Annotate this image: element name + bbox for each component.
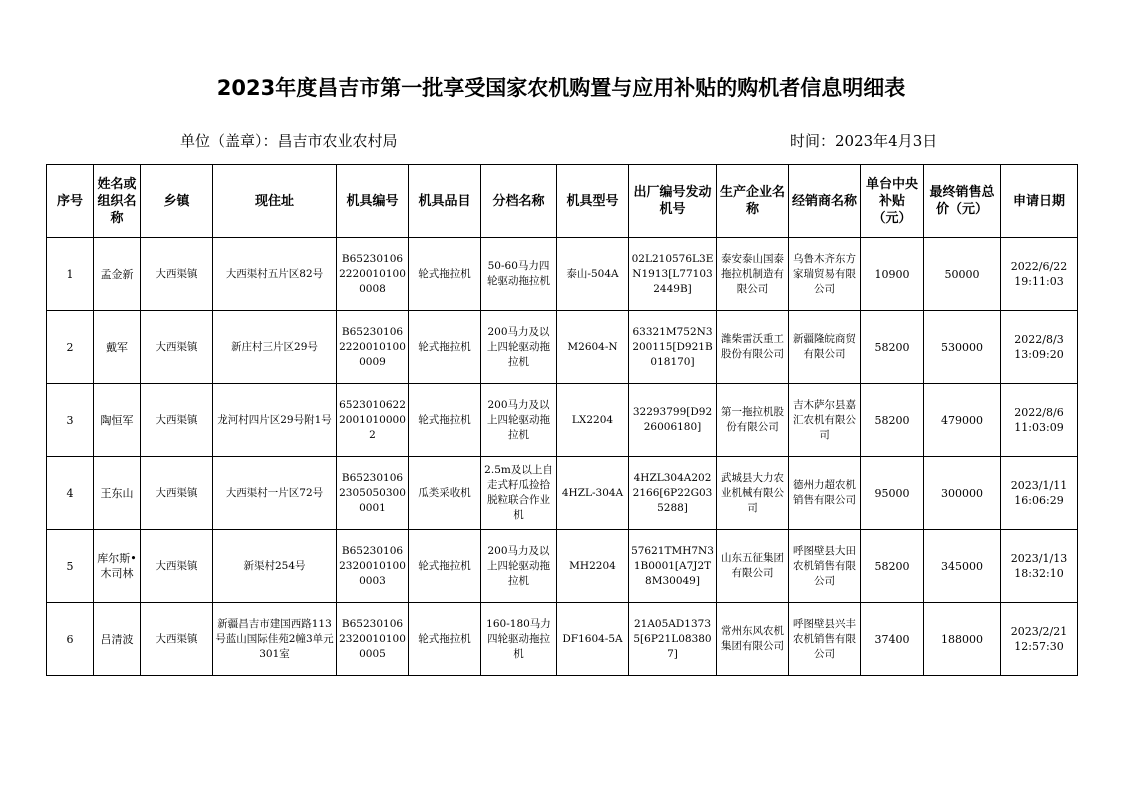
header-model: 机具型号 <box>557 165 629 238</box>
header-dealer: 经销商名称 <box>789 165 861 238</box>
cell-price: 300000 <box>924 457 1001 530</box>
header-apply-date: 申请日期 <box>1001 165 1078 238</box>
cell-subsidy: 58200 <box>861 530 924 603</box>
header-price: 最终销售总价（元） <box>924 165 1001 238</box>
cell-name: 库尔斯•木司林 <box>94 530 141 603</box>
cell-name: 孟金新 <box>94 238 141 311</box>
cell-apply-date: 2022/8/6 11:03:09 <box>1001 384 1078 457</box>
cell-price: 188000 <box>924 603 1001 676</box>
cell-model: M2604-N <box>557 311 629 384</box>
cell-name: 吕清波 <box>94 603 141 676</box>
cell-no: 4 <box>47 457 94 530</box>
cell-category: 轮式拖拉机 <box>409 311 481 384</box>
cell-no: 6 <box>47 603 94 676</box>
cell-dealer: 新疆隆皖商贸有限公司 <box>789 311 861 384</box>
cell-factory-no: 02L210576L3EN1913[L771032449B] <box>629 238 717 311</box>
cell-town: 大西渠镇 <box>141 603 213 676</box>
header-category: 机具品目 <box>409 165 481 238</box>
cell-model: LX2204 <box>557 384 629 457</box>
cell-grade: 160-180马力四轮驱动拖拉机 <box>481 603 557 676</box>
cell-subsidy: 58200 <box>861 384 924 457</box>
cell-apply-date: 2023/1/13 18:32:10 <box>1001 530 1078 603</box>
cell-model: 泰山-504A <box>557 238 629 311</box>
header-no: 序号 <box>47 165 94 238</box>
cell-machine-no: B6523010623200101000005 <box>337 603 409 676</box>
cell-apply-date: 2022/6/22 19:11:03 <box>1001 238 1078 311</box>
cell-name: 戴军 <box>94 311 141 384</box>
cell-address: 大西渠村一片区72号 <box>213 457 337 530</box>
table-row <box>47 530 1078 603</box>
table-row <box>47 238 1078 311</box>
cell-machine-no: B6523010622200101000008 <box>337 238 409 311</box>
header-name: 姓名或组织名称 <box>94 165 141 238</box>
cell-model: MH2204 <box>557 530 629 603</box>
cell-no: 3 <box>47 384 94 457</box>
cell-maker: 武城县大力农业机械有限公司 <box>717 457 789 530</box>
cell-maker: 常州东风农机集团有限公司 <box>717 603 789 676</box>
cell-subsidy: 37400 <box>861 603 924 676</box>
header-machine-no: 机具编号 <box>337 165 409 238</box>
cell-dealer: 乌鲁木齐东方家瑞贸易有限公司 <box>789 238 861 311</box>
cell-dealer: 吉木萨尔县嘉汇农机有限公司 <box>789 384 861 457</box>
cell-grade: 2.5m及以上自走式籽瓜捡拾脱粒联合作业机 <box>481 457 557 530</box>
cell-factory-no: 32293799[D9226006180] <box>629 384 717 457</box>
header-maker: 生产企业名称 <box>717 165 789 238</box>
cell-name: 陶恒军 <box>94 384 141 457</box>
subsidy-table <box>46 164 1078 676</box>
cell-grade: 200马力及以上四轮驱动拖拉机 <box>481 530 557 603</box>
header-factory-no: 出厂编号发动机号 <box>629 165 717 238</box>
cell-price: 50000 <box>924 238 1001 311</box>
cell-factory-no: 57621TMH7N31B0001[A7J2T8M30049] <box>629 530 717 603</box>
unit-label: 单位（盖章）：昌吉市农业农村局 <box>180 132 398 150</box>
cell-price: 345000 <box>924 530 1001 603</box>
cell-name: 王东山 <box>94 457 141 530</box>
cell-category: 瓜类采收机 <box>409 457 481 530</box>
cell-machine-no: 652301062220010100002 <box>337 384 409 457</box>
cell-category: 轮式拖拉机 <box>409 530 481 603</box>
cell-grade: 200马力及以上四轮驱动拖拉机 <box>481 384 557 457</box>
date-label: 时间：2023年4月3日 <box>790 132 938 150</box>
table-row <box>47 311 1078 384</box>
cell-address: 新渠村254号 <box>213 530 337 603</box>
header-town: 乡镇 <box>141 165 213 238</box>
table-row <box>47 603 1078 676</box>
cell-no: 5 <box>47 530 94 603</box>
cell-subsidy: 10900 <box>861 238 924 311</box>
cell-town: 大西渠镇 <box>141 530 213 603</box>
header-address: 现住址 <box>213 165 337 238</box>
cell-grade: 50-60马力四轮驱动拖拉机 <box>481 238 557 311</box>
table-row <box>47 384 1078 457</box>
page-title: 2023年度昌吉市第一批享受国家农机购置与应用补贴的购机者信息明细表 <box>216 76 906 100</box>
cell-town: 大西渠镇 <box>141 238 213 311</box>
cell-maker: 第一拖拉机股份有限公司 <box>717 384 789 457</box>
cell-machine-no: B6523010623200101000003 <box>337 530 409 603</box>
cell-dealer: 呼图壁县大田农机销售有限公司 <box>789 530 861 603</box>
cell-address: 新庄村三片区29号 <box>213 311 337 384</box>
cell-town: 大西渠镇 <box>141 311 213 384</box>
cell-machine-no: B6523010623050503000001 <box>337 457 409 530</box>
cell-grade: 200马力及以上四轮驱动拖拉机 <box>481 311 557 384</box>
cell-machine-no: B6523010622200101000009 <box>337 311 409 384</box>
header-row <box>47 165 1078 238</box>
cell-subsidy: 58200 <box>861 311 924 384</box>
cell-maker: 潍柴雷沃重工股份有限公司 <box>717 311 789 384</box>
cell-address: 龙河村四片区29号附1号 <box>213 384 337 457</box>
cell-price: 479000 <box>924 384 1001 457</box>
cell-factory-no: 21A05AD13735[6P21L083807] <box>629 603 717 676</box>
cell-no: 1 <box>47 238 94 311</box>
cell-category: 轮式拖拉机 <box>409 384 481 457</box>
cell-maker: 山东五征集团有限公司 <box>717 530 789 603</box>
cell-dealer: 呼图壁县兴丰农机销售有限公司 <box>789 603 861 676</box>
cell-factory-no: 4HZL304A2022166[6P22G035288] <box>629 457 717 530</box>
cell-town: 大西渠镇 <box>141 457 213 530</box>
cell-town: 大西渠镇 <box>141 384 213 457</box>
cell-model: 4HZL-304A <box>557 457 629 530</box>
cell-dealer: 德州力超农机销售有限公司 <box>789 457 861 530</box>
cell-maker: 泰安泰山国泰拖拉机制造有限公司 <box>717 238 789 311</box>
cell-category: 轮式拖拉机 <box>409 238 481 311</box>
table-row <box>47 457 1078 530</box>
cell-apply-date: 2023/1/11 16:06:29 <box>1001 457 1078 530</box>
cell-subsidy: 95000 <box>861 457 924 530</box>
header-grade: 分档名称 <box>481 165 557 238</box>
cell-no: 2 <box>47 311 94 384</box>
cell-apply-date: 2023/2/21 12:57:30 <box>1001 603 1078 676</box>
cell-model: DF1604-5A <box>557 603 629 676</box>
cell-address: 新疆昌吉市建国西路113号蓝山国际佳苑2幢3单元301室 <box>213 603 337 676</box>
cell-factory-no: 63321M752N3200115[D921B018170] <box>629 311 717 384</box>
cell-price: 530000 <box>924 311 1001 384</box>
header-subsidy: 单台中央补贴（元） <box>861 165 924 238</box>
cell-address: 大西渠村五片区82号 <box>213 238 337 311</box>
cell-category: 轮式拖拉机 <box>409 603 481 676</box>
cell-apply-date: 2022/8/3 13:09:20 <box>1001 311 1078 384</box>
